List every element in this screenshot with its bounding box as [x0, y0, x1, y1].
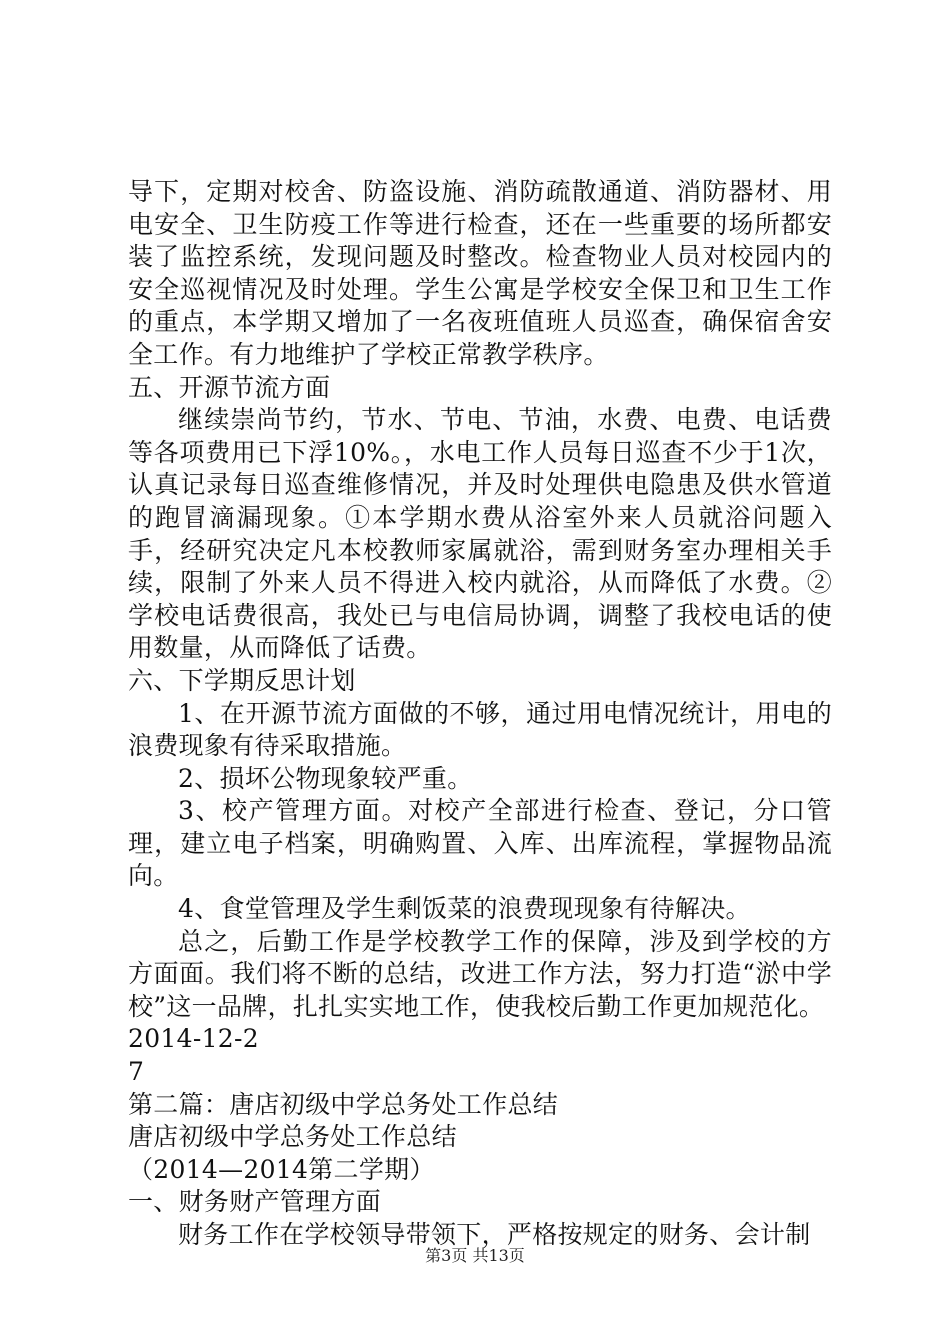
plan-item-3: 3、校产管理方面。对校产全部进行检查、登记，分口管理，建立电子档案，明确购置、入库、出库流程，掌握物品流向。: [128, 796, 832, 891]
part-two-title: 第二篇：唐店初级中学总务处工作总结: [128, 1089, 559, 1119]
report-term: （2014—2014第二学期）: [128, 1154, 435, 1184]
date-line-1: 2014-12-2: [128, 1024, 259, 1054]
paragraph-safety-inspection: 导下，定期对校舍、防盗设施、消防疏散通道、消防器材、用电安全、卫生防疫工作等进行检查，还在一些重要的场所都安装了监控系统，发现问题及时整改。检查物业人员对校园内的安全巡视情况及时处理。学生公寓是学校安全保卫和卫生工作的重点，本学期又增加了一名夜班值班人员巡查，确保宿舍安全工作。有力地维护了学校正常教学秩序。: [128, 177, 832, 369]
report-title: 唐店初级中学总务处工作总结: [128, 1122, 457, 1152]
paragraph-conclusion: 总之，后勤工作是学校教学工作的保障，涉及到学校的方方面面。我们将不断的总结，改进工作方法，努力打造“淤中学校”这一品牌，扎扎实实地工作，使我校后勤工作更加规范化。: [128, 926, 832, 1021]
section-heading-cost-saving: 五、开源节流方面: [128, 372, 331, 402]
date-line-2: 7: [128, 1057, 145, 1087]
plan-item-4: 4、食堂管理及学生剩饭菜的浪费现现象有待解决。: [178, 894, 751, 924]
plan-item-2: 2、损坏公物现象较严重。: [178, 763, 473, 793]
document-body: [128, 176, 832, 1252]
paragraph-finance: 财务工作在学校领导带领下，严格按规定的财务、会计制: [178, 1220, 811, 1249]
page-number-footer: 第3页 共13页: [425, 1246, 525, 1265]
section-heading-next-term-plan: 六、下学期反思计划: [128, 665, 356, 695]
section-heading-finance: 一、财务财产管理方面: [128, 1187, 382, 1217]
paragraph-cost-saving: 继续崇尚节约，节水、节电、节油，水费、电费、电话费等各项费用已下浮10%。，水电工作人员每日巡查不少于1次，认真记录每日巡查维修情况，并及时处理供电隐患及供水管道的跑冒滴漏现象。①本学期水费从浴室外来人员就浴问题入手，经研究决定凡本校教师家属就浴，需到财务室办理相关手续，限制了外来人员不得进入校内就浴，从而降低了水费。②学校电话费很高，我处已与电信局协调，调整了我校电话的使用数量，从而降低了话费。: [128, 405, 832, 663]
plan-item-1: 1、在开源节流方面做的不够，通过用电情况统计，用电的浪费现象有待采取措施。: [128, 698, 832, 761]
